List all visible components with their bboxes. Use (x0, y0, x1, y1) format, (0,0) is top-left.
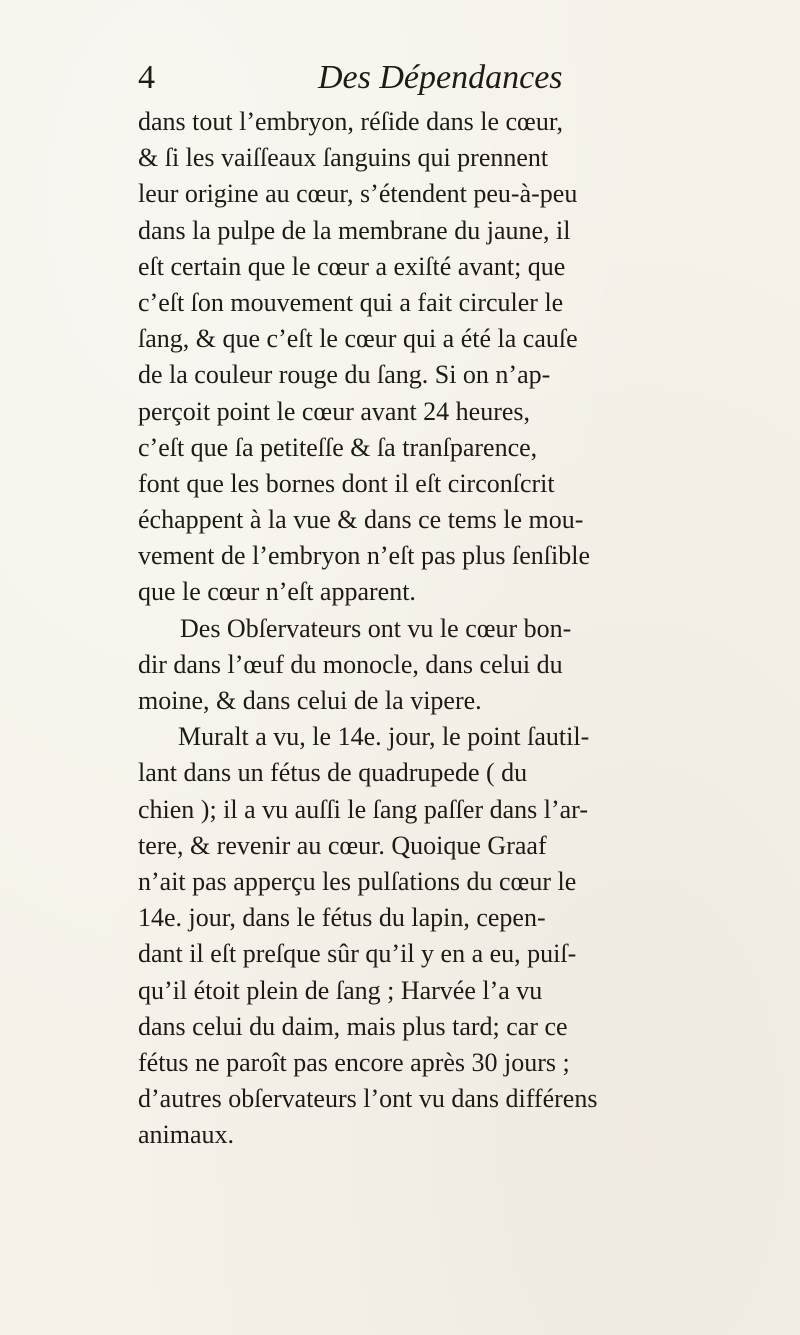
text-line: animaux. (138, 1120, 235, 1150)
text-line: d’autres obſervateurs l’ont vu dans différens (138, 1084, 598, 1114)
running-title: Des Dépendances (318, 59, 563, 96)
text-line: fétus ne paroît pas encore après 30 jours ; (138, 1047, 570, 1077)
text-line: moine, & dans celui de la vipere. (138, 686, 482, 715)
text-line: 14e. jour, dans le fétus du lapin, cepen- (138, 903, 546, 933)
text-line: dans celui du daim, mais plus tard; car ce (138, 1011, 568, 1041)
text-line: vement de l’embryon n’eſt pas plus ſenſible (138, 541, 590, 571)
text-line: & ſi les vaiſſeaux ſanguins qui prennent (138, 143, 549, 173)
text-line: de la couleur rouge du ſang. Si on n’ap- (138, 360, 551, 390)
page-number: 4 (138, 59, 155, 96)
text-line: échappent à la vue & dans ce tems le mou- (138, 505, 584, 535)
text-line: n’ait pas apperçu les pulſations du cœur le (138, 866, 577, 896)
text-line: lant dans un fétus de quadrupede ( du (138, 758, 528, 788)
text-line: dans tout l’embryon, réſide dans le cœur, (138, 107, 563, 136)
text-line: dir dans l’œuf du monocle, dans celui du (138, 649, 563, 679)
text-line: dans la pulpe de la membrane du jaune, il (138, 215, 571, 245)
page-header (138, 58, 758, 98)
body-text (138, 104, 778, 1153)
paragraph-start-line: Des Obſervateurs ont vu le cœur bon- (180, 613, 572, 643)
text-line: perçoit point le cœur avant 24 heures, (138, 396, 531, 426)
text-line: tere, & revenir au cœur. Quoique Graaf (138, 830, 547, 860)
text-line: dant il eſt preſque sûr qu’il y en a eu, puiſ- (138, 939, 577, 969)
text-line: font que les bornes dont il eſt circonſcrit (138, 468, 555, 498)
text-line: qu’il étoit plein de ſang ; Harvée l’a vu (138, 975, 543, 1005)
text-line: c’eſt que ſa petiteſſe & ſa tranſparence, (138, 432, 538, 462)
text-line: que le cœur n’eſt apparent. (138, 577, 416, 607)
text-line: c’eſt ſon mouvement qui a fait circuler le (138, 287, 564, 317)
text-line: ſang, & que c’eſt le cœur qui a été la cauſe (138, 324, 578, 354)
text-line: chien ); il a vu auſſi le ſang paſſer dans l’ar- (138, 794, 588, 824)
text-line: eſt certain que le cœur a exiſté avant; que (138, 251, 566, 281)
text-line: leur origine au cœur, s’étendent peu-à-peu (138, 179, 578, 209)
paragraph-start-line: Muralt a vu, le 14e. jour, le point ſautil- (178, 722, 590, 752)
